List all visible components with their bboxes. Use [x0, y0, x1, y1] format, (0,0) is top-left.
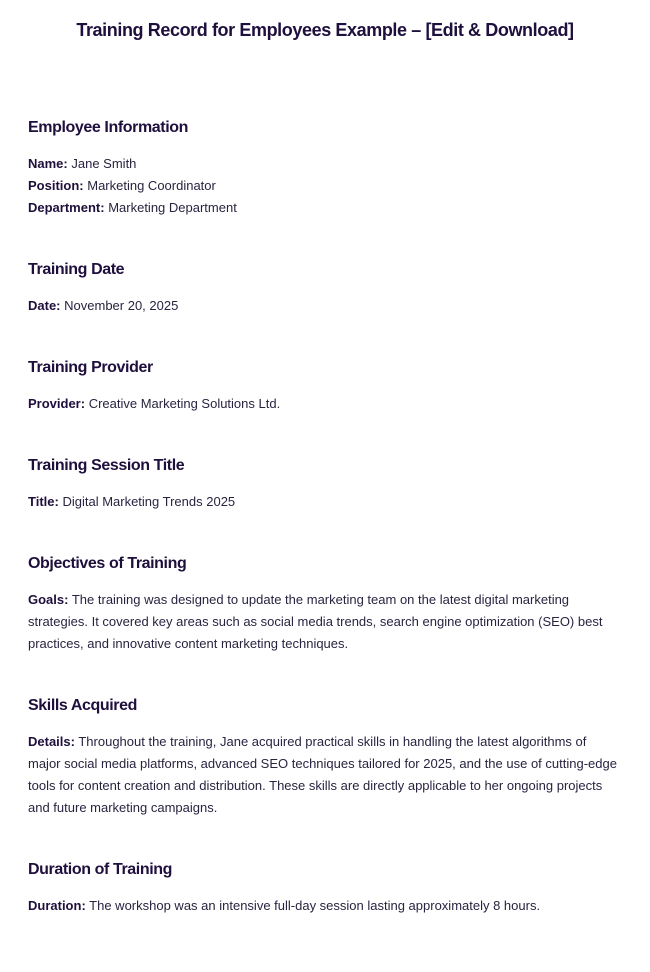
section-heading: Training Session Title [28, 457, 185, 474]
field-label: Title: [28, 494, 59, 509]
field-value: The workshop was an intensive full-day session lasting approximately 8 hours. [89, 898, 541, 913]
field-value: November 20, 2025 [64, 298, 179, 313]
section-heading: Training Date [28, 261, 125, 278]
field-label: Date: [28, 298, 61, 313]
field-name [28, 153, 622, 175]
field-title [28, 491, 622, 513]
section-training-provider [28, 358, 622, 415]
field-department [28, 197, 622, 219]
section-skills-acquired [28, 696, 622, 819]
section-employee-information [28, 118, 622, 219]
field-value: Throughout the training, Jane acquired practical skills in handling the latest algorithms of major social media platforms, advanced SEO techniques tailored for 2025, and the use of cutting-edge tools for content creation and distribution. These skills are directly applicable to her ongoing projects and future marketing campaigns. [28, 734, 617, 815]
field-label: Department: [28, 200, 105, 215]
field-label: Position: [28, 178, 84, 193]
field-details [28, 731, 622, 819]
section-heading: Training Provider [28, 359, 153, 376]
field-label: Provider: [28, 396, 86, 411]
field-value: Marketing Department [108, 200, 237, 215]
section-duration [28, 860, 622, 917]
field-label: Details: [28, 734, 75, 749]
field-value: Digital Marketing Trends 2025 [62, 494, 236, 509]
field-value: The training was designed to update the marketing team on the latest digital marketing strategies. It covered key areas such as social media trends, search engine optimization (SEO) best practices, and innovative content marketing techniques. [28, 592, 603, 651]
field-goals [28, 589, 622, 655]
field-label: Duration: [28, 898, 86, 913]
field-position [28, 175, 622, 197]
field-value: Jane Smith [71, 156, 137, 171]
field-value: Marketing Coordinator [87, 178, 216, 193]
section-heading: Employee Information [28, 119, 189, 136]
field-value: Creative Marketing Solutions Ltd. [88, 396, 281, 411]
field-duration [28, 895, 622, 917]
section-training-date [28, 260, 622, 317]
section-heading: Duration of Training [28, 861, 172, 878]
document-body [0, 118, 650, 917]
section-session-title [28, 456, 622, 513]
field-date [28, 295, 622, 317]
field-label: Goals: [28, 592, 69, 607]
field-label: Name: [28, 156, 68, 171]
section-heading: Objectives of Training [28, 555, 187, 572]
section-heading: Skills Acquired [28, 697, 138, 714]
field-provider [28, 393, 622, 415]
page-title: Training Record for Employees Example – [Edit & Download] [76, 20, 574, 40]
section-objectives [28, 554, 622, 655]
